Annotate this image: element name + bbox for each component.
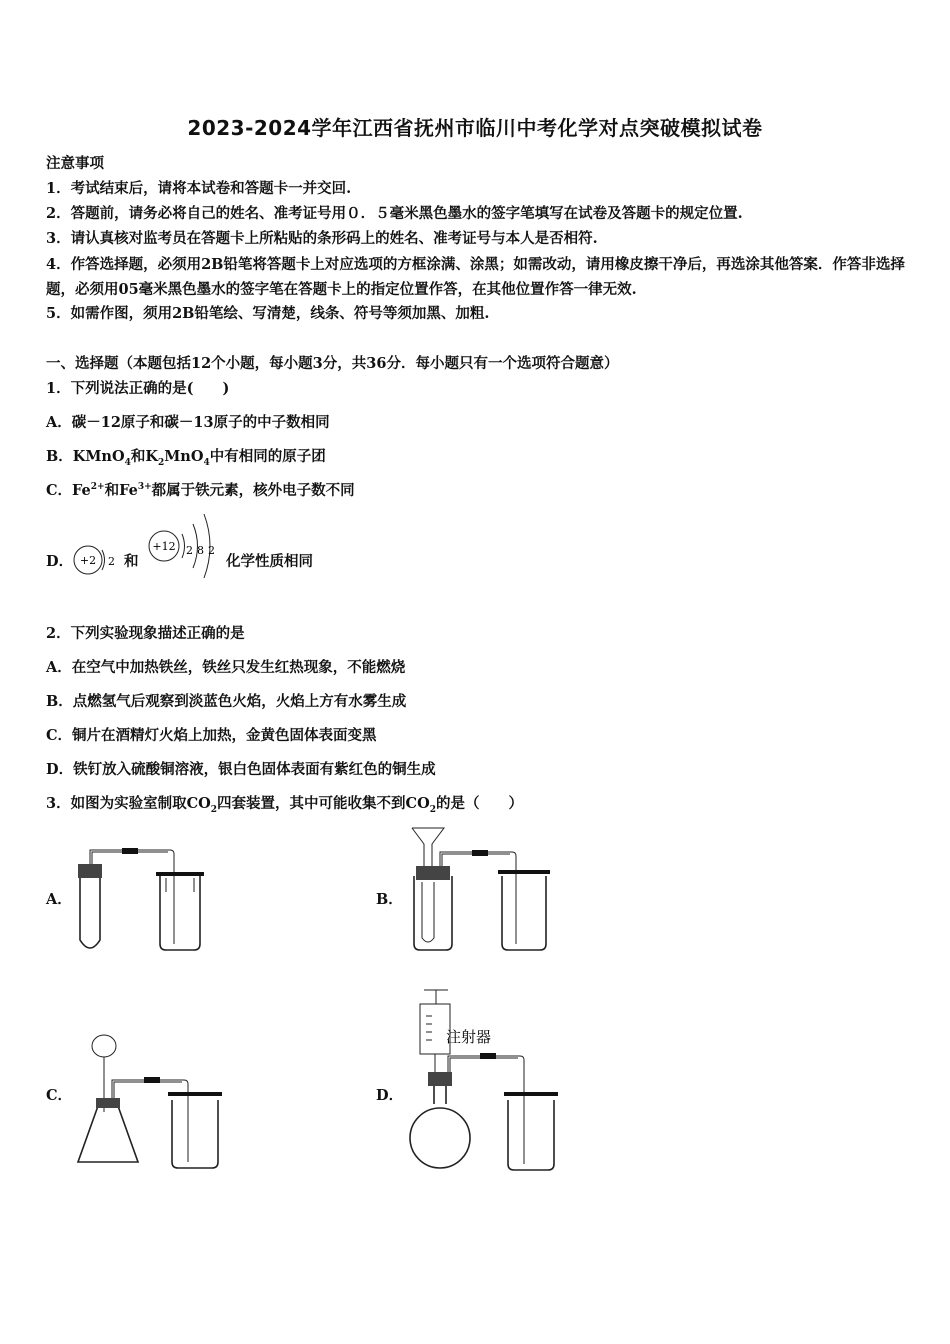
- notice-item-3: 3．请认真核对监考员在答题卡上所粘贴的条形码上的姓名、准考证号与本人是否相符.: [46, 230, 598, 247]
- q1-stem: 1．下列说法正确的是( ): [46, 380, 230, 397]
- atom2-shell-3: 2: [208, 544, 215, 557]
- atom2-shell-2: 8: [197, 544, 204, 557]
- atom-diagram-magnesium: [146, 508, 226, 584]
- atom2-nucleus: +12: [152, 540, 176, 553]
- q3-stem: 3．如图为实验室制取$CO_2$四套装置，其中可能收集不到$CO_2$的是（ ）: [46, 795, 523, 815]
- q3-label-c: C．: [46, 1087, 73, 1104]
- apparatus-c: [72, 1032, 232, 1172]
- q3-label-d: D．: [376, 1087, 404, 1104]
- notice-heading: 注意事项: [46, 155, 104, 172]
- atom2-shell-1: 2: [186, 544, 193, 557]
- q1-option-b: B．KMnO$_4$和$K_2MnO_4$中有相同的原子团: [46, 448, 326, 468]
- atom1-shell: 2: [108, 555, 115, 568]
- q2-option-b: B．点燃氢气后观察到淡蓝色火焰，火焰上方有水雾生成: [46, 693, 407, 710]
- apparatus-a: [70, 840, 210, 958]
- section-heading: 一、选择题（本题包括12个小题，每小题3分，共36分．每小题只有一个选项符合题意）: [46, 355, 619, 372]
- notice-item-1: 1．考试结束后，请将本试卷和答题卡一并交回.: [46, 180, 352, 197]
- q1-option-c: C．$Fe^{2+}$和$Fe^{3+}$都属于铁元素，核外电子数不同: [46, 482, 355, 499]
- subscript: 2: [157, 457, 165, 468]
- apparatus-b: [404, 826, 564, 956]
- q3-label-a: A．: [46, 891, 72, 908]
- atom-diagram-helium: [70, 538, 120, 582]
- notice-item-5: 5．如需作图，须用2B铅笔绘、写清楚，线条、符号等须加黑、加粗.: [46, 305, 490, 322]
- q2-option-d: D．铁钉放入硫酸铜溶液，银白色固体表面有紫红色的铜生成: [46, 761, 436, 778]
- page-title: 2023-2024学年江西省抚州市临川中考化学对点突破模拟试卷: [187, 116, 763, 140]
- q1-option-d-label: D．: [46, 553, 74, 570]
- notice-item-2: 2．答题前，请务必将自己的姓名、准考证号用０．５毫米黑色墨水的签字笔填写在试卷及答题卡的规定位置.: [46, 205, 743, 222]
- q1-option-d-text: 化学性质相同: [226, 553, 313, 570]
- q3-label-b: B．: [376, 891, 403, 908]
- atom1-nucleus: +2: [79, 554, 97, 567]
- notice-item-4: 4．作答选择题，必须用2B铅笔将答题卡上对应选项的方框涂满、涂黑；如需改动，请用橡皮擦干净后，再选涂其他答案．作答非选择题，必须用05毫米黑色墨水的签字笔在答题卡上的指定位置作答，在其他位置作答一律无效.: [46, 256, 905, 298]
- q2-stem: 2．下列实验现象描述正确的是: [46, 625, 245, 642]
- q1-option-a: A．碳－12原子和碳－13原子的中子数相同: [46, 414, 330, 431]
- syringe-label: 注射器: [446, 1028, 492, 1046]
- q2-option-a: A．在空气中加热铁丝，铁丝只发生红热现象，不能燃烧: [46, 659, 406, 676]
- apparatus-d: [408, 986, 568, 1178]
- q1-option-d-and: 和: [124, 553, 139, 570]
- q2-option-c: C．铜片在酒精灯火焰上加热，金黄色固体表面变黑: [46, 727, 377, 744]
